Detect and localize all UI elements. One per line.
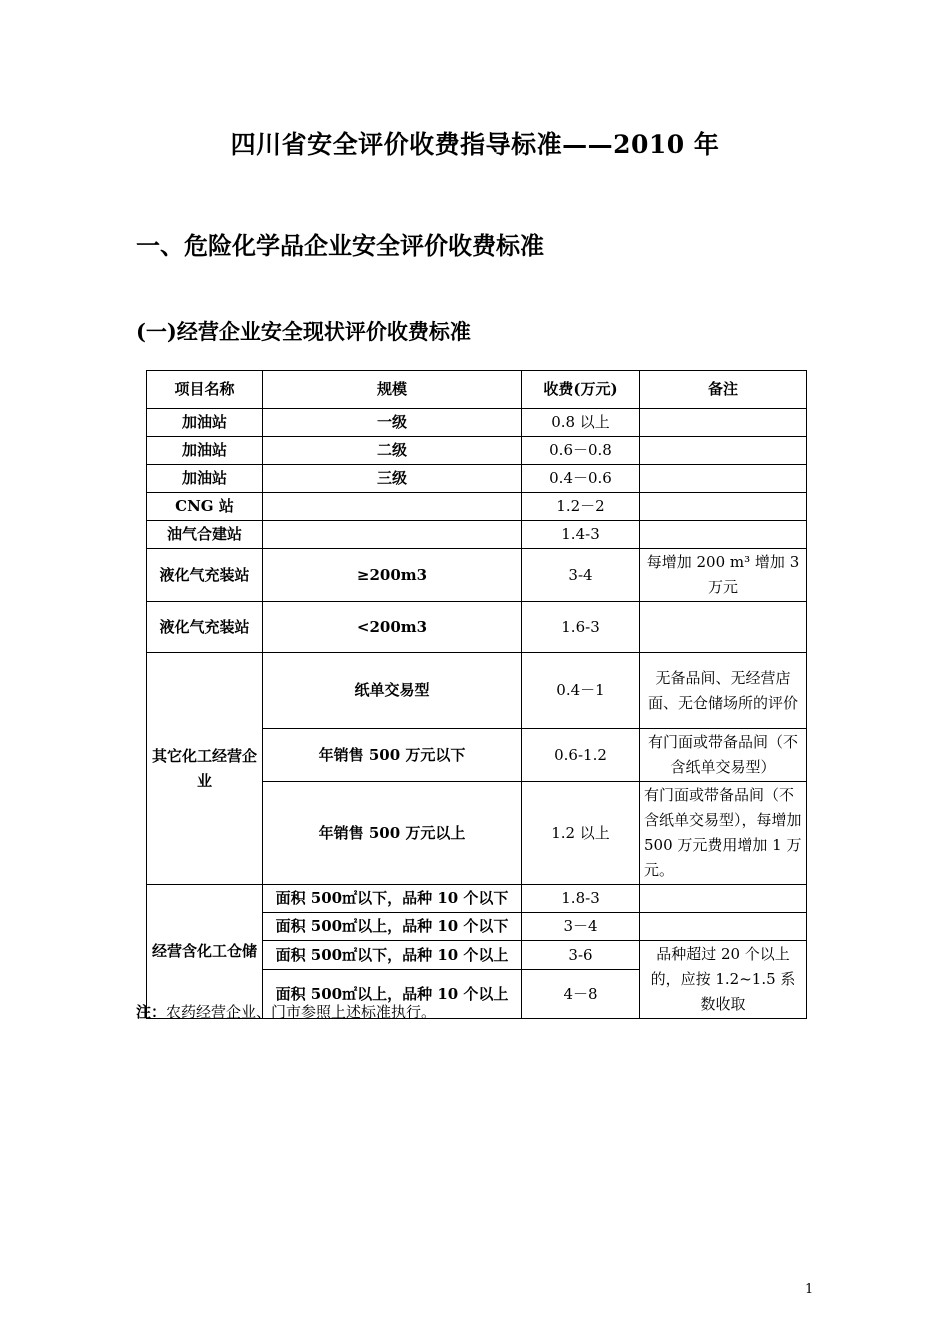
scale-cell: 面积 500㎡以下，品种 10 个以下 bbox=[263, 885, 522, 913]
fee-cell: 3－4 bbox=[522, 913, 640, 941]
item-name-cell: 液化气充装站 bbox=[147, 549, 263, 602]
remark-cell: 有门面或带备品间（不含纸单交易型），每增加 500 万元费用增加 1 万元。 bbox=[640, 782, 807, 885]
scale-cell: 面积 500㎡以下，品种 10 个以上 bbox=[263, 941, 522, 970]
fee-cell: 1.2－2 bbox=[522, 493, 640, 521]
remark-cell: 无备品间、无经营店面、无仓储场所的评价 bbox=[640, 653, 807, 729]
table-row bbox=[147, 437, 807, 465]
item-name-cell: 液化气充装站 bbox=[147, 602, 263, 653]
group-name-cell: 其它化工经营企业 bbox=[147, 653, 263, 885]
fee-table bbox=[146, 370, 807, 1019]
fee-cell: 4－8 bbox=[522, 970, 640, 1019]
fee-cell: 0.6-1.2 bbox=[522, 729, 640, 782]
remark-cell bbox=[640, 437, 807, 465]
table-row bbox=[147, 521, 807, 549]
scale-cell: 二级 bbox=[263, 437, 522, 465]
remark-cell bbox=[640, 409, 807, 437]
table-row bbox=[147, 602, 807, 653]
section-heading: 一、危险化学品企业安全评价收费标准 bbox=[136, 231, 544, 260]
scale-cell bbox=[263, 521, 522, 549]
table-row bbox=[147, 653, 807, 729]
fee-cell: 1.4-3 bbox=[522, 521, 640, 549]
page-number: 1 bbox=[805, 1282, 814, 1297]
scale-cell: 面积 500㎡以上，品种 10 个以上 bbox=[263, 970, 522, 1019]
subsection-heading: (一)经营企业安全现状评价收费标准 bbox=[136, 319, 471, 344]
footnote-label: 注： bbox=[136, 1003, 167, 1021]
remark-cell bbox=[640, 913, 807, 941]
fee-cell: 1.6-3 bbox=[522, 602, 640, 653]
footnote-text: 农药经营企业、门市参照上述标准执行。 bbox=[166, 1003, 437, 1021]
item-name-cell: 加油站 bbox=[147, 437, 263, 465]
fee-cell: 0.6－0.8 bbox=[522, 437, 640, 465]
remark-cell: 品种超过 20 个以上的，应按 1.2~1.5 系数收取 bbox=[640, 941, 807, 1019]
scale-cell: 一级 bbox=[263, 409, 522, 437]
table-row bbox=[147, 493, 807, 521]
group-name-cell: 经营含化工仓储 bbox=[147, 885, 263, 1019]
scale-cell: 三级 bbox=[263, 465, 522, 493]
remark-cell: 有门面或带备品间（不含纸单交易型） bbox=[640, 729, 807, 782]
header-cell: 备注 bbox=[640, 371, 807, 409]
fee-cell: 0.4－1 bbox=[522, 653, 640, 729]
table-row bbox=[147, 549, 807, 602]
fee-cell: 3-6 bbox=[522, 941, 640, 970]
remark-cell: 每增加 200 m³ 增加 3 万元 bbox=[640, 549, 807, 602]
item-name-cell: CNG 站 bbox=[147, 493, 263, 521]
remark-cell bbox=[640, 521, 807, 549]
item-name-cell: 油气合建站 bbox=[147, 521, 263, 549]
fee-cell: 1.8-3 bbox=[522, 885, 640, 913]
scale-cell: 年销售 500 万元以下 bbox=[263, 729, 522, 782]
scale-cell bbox=[263, 493, 522, 521]
header-cell: 收费(万元) bbox=[522, 371, 640, 409]
table-row bbox=[147, 465, 807, 493]
remark-cell bbox=[640, 465, 807, 493]
footnote bbox=[136, 1001, 436, 1022]
scale-cell: 纸单交易型 bbox=[263, 653, 522, 729]
scale-cell: <200m3 bbox=[263, 602, 522, 653]
fee-cell: 1.2 以上 bbox=[522, 782, 640, 885]
table-row bbox=[147, 885, 807, 913]
fee-cell: 3-4 bbox=[522, 549, 640, 602]
scale-cell: ≥200m3 bbox=[263, 549, 522, 602]
remark-cell bbox=[640, 493, 807, 521]
remark-cell bbox=[640, 885, 807, 913]
fee-cell: 0.4－0.6 bbox=[522, 465, 640, 493]
remark-cell bbox=[640, 602, 807, 653]
item-name-cell: 加油站 bbox=[147, 409, 263, 437]
table-header-row bbox=[147, 371, 807, 409]
scale-cell: 面积 500㎡以上，品种 10 个以下 bbox=[263, 913, 522, 941]
header-cell: 项目名称 bbox=[147, 371, 263, 409]
scale-cell: 年销售 500 万元以上 bbox=[263, 782, 522, 885]
document-title: 四川省安全评价收费指导标准——2010 年 bbox=[230, 130, 720, 159]
fee-cell: 0.8 以上 bbox=[522, 409, 640, 437]
header-cell: 规模 bbox=[263, 371, 522, 409]
table-row bbox=[147, 409, 807, 437]
item-name-cell: 加油站 bbox=[147, 465, 263, 493]
